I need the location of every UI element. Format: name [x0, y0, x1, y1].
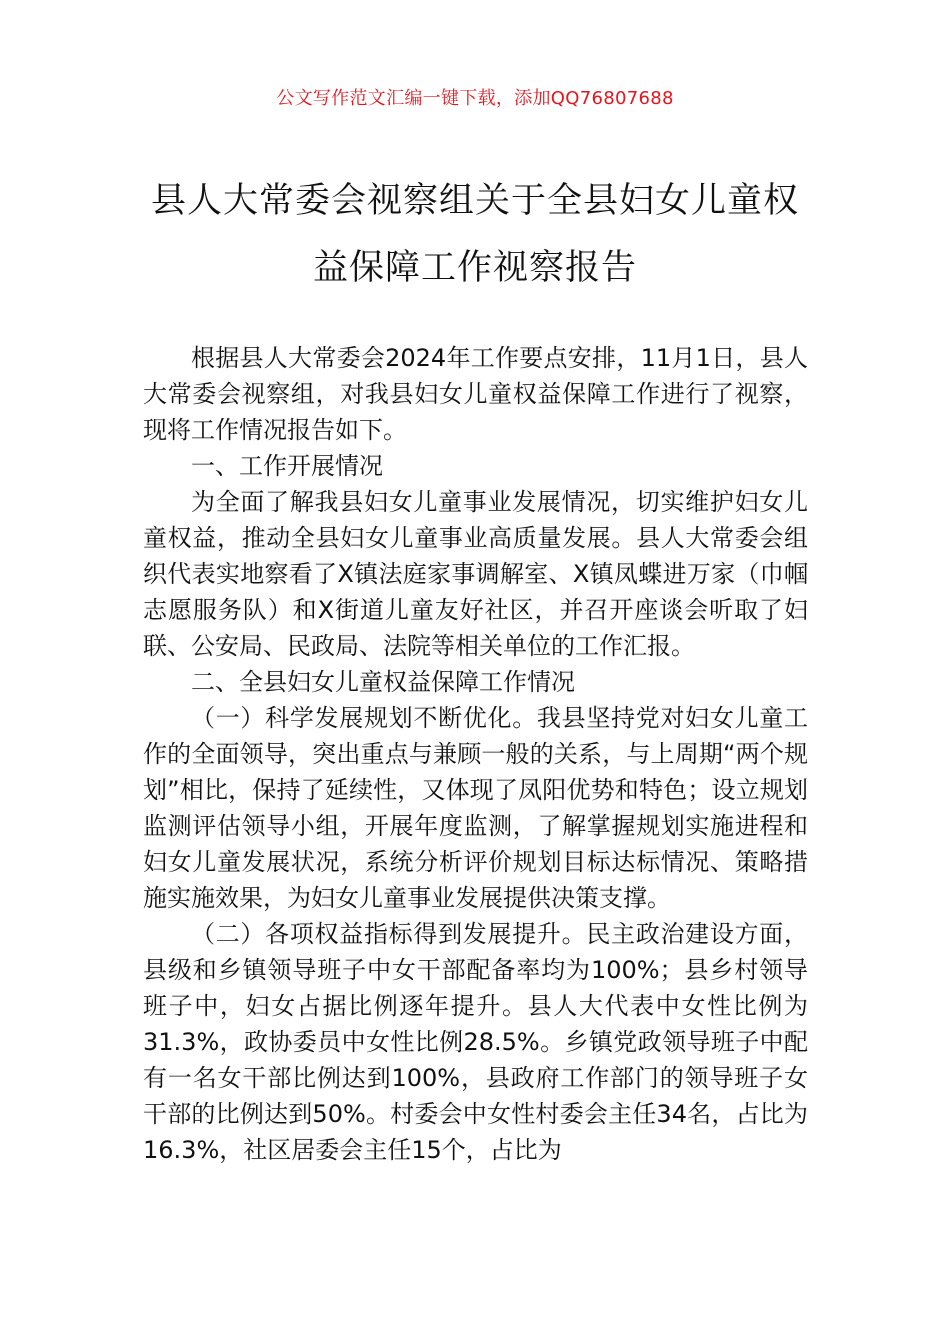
download-banner: 公文写作范文汇编一键下载，添加QQ76807688 [276, 88, 674, 109]
paragraph-subsection-2: （二）各项权益指标得到发展提升。民主政治建设方面，县级和乡镇领导班子中女干部配备率均为100%；县乡村领导班子中，妇女占据比例逐年提升。县人大代表中女性比例为31.3%，政协委员中女性比例28.5%。乡镇党政领导班子中配有一名女干部比例达到100%，县政府工作部门的领导班子女干部的比例达到50%。村委会中女性村委会主任34名，占比为16.3%，社区居委会主任15个，占比为 [143, 920, 808, 1164]
document-body [143, 340, 808, 1168]
paragraph-section-1: 为全面了解我县妇女儿童事业发展情况，切实维护妇女儿童权益，推动全县妇女儿童事业高质量发展。县人大常委会组织代表实地察看了X镇法庭家事调解室、X镇凤蝶进万家（巾帼志愿服务队）和X街道儿童友好社区，并召开座谈会听取了妇联、公安局、民政局、法院等相关单位的工作汇报。 [143, 488, 808, 660]
section-heading-1: 一、工作开展情况 [191, 452, 383, 480]
section-heading-2: 二、全县妇女儿童权益保障工作情况 [191, 668, 575, 696]
document-title: 县人大常委会视察组关于全县妇女儿童权益保障工作视察报告 [150, 181, 799, 288]
paragraph-subsection-1: （一）科学发展规划不断优化。我县坚持党对妇女儿童工作的全面领导，突出重点与兼顾一般的关系，与上周期“两个规划”相比，保持了延续性，又体现了凤阳优势和特色；设立规划监测评估领导小组，开展年度监测，了解掌握规划实施进程和妇女儿童发展状况，系统分析评价规划目标达标情况、策略措施实施效果，为妇女儿童事业发展提供决策支撑。 [143, 704, 808, 912]
paragraph-intro: 根据县人大常委会2024年工作要点安排，11月1日，县人大常委会视察组，对我县妇女儿童权益保障工作进行了视察，现将工作情况报告如下。 [143, 344, 808, 444]
